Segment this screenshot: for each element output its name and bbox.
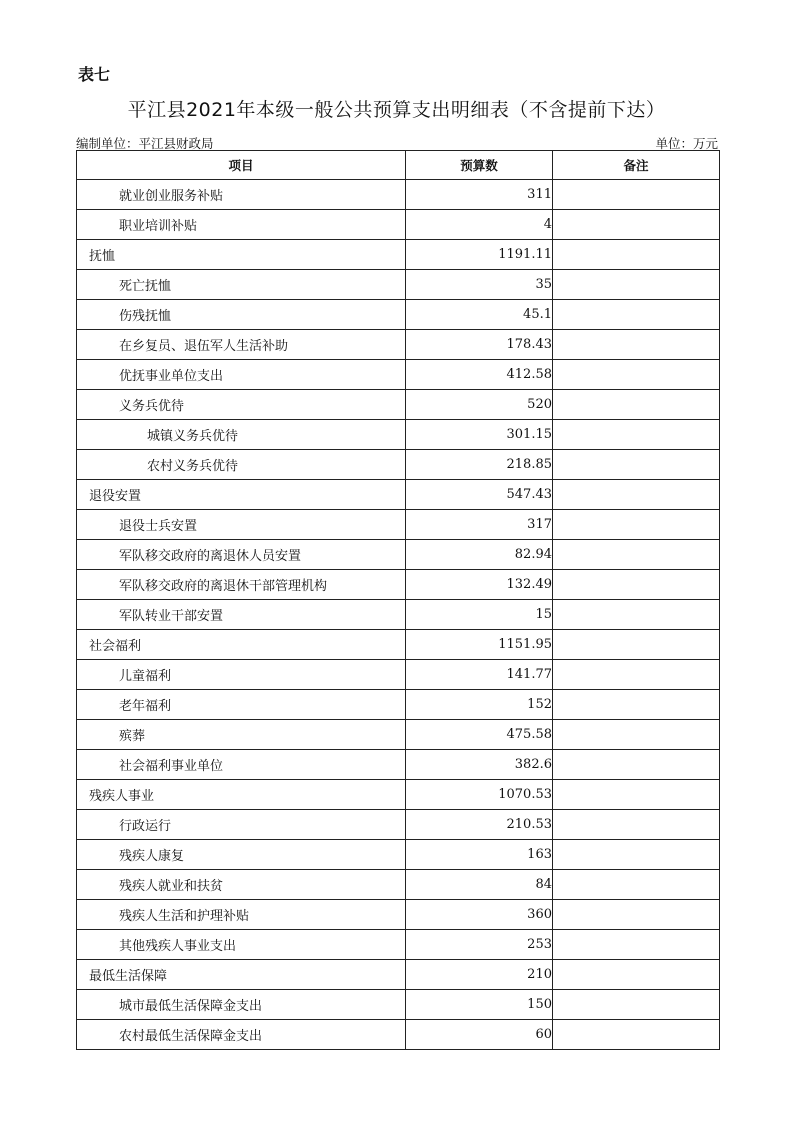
row-remark (553, 840, 720, 870)
row-remark (553, 780, 720, 810)
row-budget-amount: 1191.11 (406, 240, 553, 270)
row-item-name: 死亡抚恤 (77, 270, 406, 300)
header-remark: 备注 (553, 151, 720, 180)
row-budget-amount: 360 (406, 900, 553, 930)
row-item-name: 社会福利 (77, 630, 406, 660)
table-row (77, 810, 720, 840)
row-item-name: 残疾人康复 (77, 840, 406, 870)
table-row (77, 690, 720, 720)
unit-of-measure: 单位：万元 (655, 136, 718, 151)
compiling-unit: 编制单位：平江县财政局 (76, 136, 214, 151)
table-row (77, 990, 720, 1020)
row-remark (553, 330, 720, 360)
row-remark (553, 180, 720, 210)
row-item-name: 职业培训补贴 (77, 210, 406, 240)
row-budget-amount: 163 (406, 840, 553, 870)
row-budget-amount: 218.85 (406, 450, 553, 480)
row-budget-amount: 178.43 (406, 330, 553, 360)
row-remark (553, 630, 720, 660)
row-item-name: 最低生活保障 (77, 960, 406, 990)
row-budget-amount: 35 (406, 270, 553, 300)
table-number: 表七 (78, 65, 111, 84)
table-row (77, 1020, 720, 1050)
row-remark (553, 450, 720, 480)
table-row (77, 750, 720, 780)
row-remark (553, 930, 720, 960)
row-item-name: 残疾人事业 (77, 780, 406, 810)
row-budget-amount: 311 (406, 180, 553, 210)
row-item-name: 儿童福利 (77, 660, 406, 690)
row-item-name: 城镇义务兵优待 (77, 420, 406, 450)
row-item-name: 老年福利 (77, 690, 406, 720)
row-remark (553, 540, 720, 570)
table-row (77, 570, 720, 600)
row-remark (553, 900, 720, 930)
row-budget-amount: 15 (406, 600, 553, 630)
row-item-name: 社会福利事业单位 (77, 750, 406, 780)
row-budget-amount: 301.15 (406, 420, 553, 450)
document-title: 平江县2021年本级一般公共预算支出明细表（不含提前下达） (127, 99, 666, 121)
row-budget-amount: 253 (406, 930, 553, 960)
row-item-name: 在乡复员、退伍军人生活补助 (77, 330, 406, 360)
table-row (77, 210, 720, 240)
row-remark (553, 420, 720, 450)
row-budget-amount: 45.1 (406, 300, 553, 330)
row-budget-amount: 1070.53 (406, 780, 553, 810)
row-budget-amount: 4 (406, 210, 553, 240)
row-budget-amount: 132.49 (406, 570, 553, 600)
row-remark (553, 480, 720, 510)
row-remark (553, 720, 720, 750)
row-budget-amount: 60 (406, 1020, 553, 1050)
row-budget-amount: 520 (406, 390, 553, 420)
row-item-name: 军队移交政府的离退休干部管理机构 (77, 570, 406, 600)
row-item-name: 城市最低生活保障金支出 (77, 990, 406, 1020)
row-item-name: 农村义务兵优待 (77, 450, 406, 480)
row-budget-amount: 141.77 (406, 660, 553, 690)
table-row (77, 270, 720, 300)
table-row (77, 330, 720, 360)
row-remark (553, 570, 720, 600)
table-row (77, 420, 720, 450)
header-item: 项目 (77, 151, 406, 180)
row-item-name: 农村最低生活保障金支出 (77, 1020, 406, 1050)
header-amount: 预算数 (406, 151, 553, 180)
row-budget-amount: 210.53 (406, 810, 553, 840)
row-budget-amount: 1151.95 (406, 630, 553, 660)
table-row (77, 870, 720, 900)
row-item-name: 退役安置 (77, 480, 406, 510)
row-remark (553, 1020, 720, 1050)
row-item-name: 义务兵优待 (77, 390, 406, 420)
meta-row (76, 134, 718, 150)
table-row (77, 240, 720, 270)
table-row (77, 450, 720, 480)
row-remark (553, 360, 720, 390)
row-item-name: 残疾人生活和护理补贴 (77, 900, 406, 930)
row-remark (553, 990, 720, 1020)
table-row (77, 180, 720, 210)
row-item-name: 军队转业干部安置 (77, 600, 406, 630)
row-remark (553, 660, 720, 690)
row-remark (553, 750, 720, 780)
row-budget-amount: 382.6 (406, 750, 553, 780)
row-budget-amount: 84 (406, 870, 553, 900)
row-budget-amount: 317 (406, 510, 553, 540)
budget-table (76, 150, 720, 1050)
table-row (77, 480, 720, 510)
row-remark (553, 270, 720, 300)
table-row (77, 720, 720, 750)
table-row (77, 780, 720, 810)
table-header-row (77, 151, 720, 180)
row-item-name: 其他残疾人事业支出 (77, 930, 406, 960)
table-body (77, 180, 720, 1050)
row-item-name: 退役士兵安置 (77, 510, 406, 540)
row-remark (553, 300, 720, 330)
table-row (77, 600, 720, 630)
table-row (77, 660, 720, 690)
row-remark (553, 510, 720, 540)
table-row (77, 840, 720, 870)
table-row (77, 930, 720, 960)
row-remark (553, 390, 720, 420)
table-row (77, 960, 720, 990)
row-remark (553, 870, 720, 900)
row-budget-amount: 210 (406, 960, 553, 990)
table-row (77, 540, 720, 570)
row-remark (553, 240, 720, 270)
row-budget-amount: 547.43 (406, 480, 553, 510)
row-remark (553, 210, 720, 240)
row-remark (553, 600, 720, 630)
table-row (77, 510, 720, 540)
row-item-name: 军队移交政府的离退休人员安置 (77, 540, 406, 570)
row-budget-amount: 412.58 (406, 360, 553, 390)
table-row (77, 390, 720, 420)
row-budget-amount: 475.58 (406, 720, 553, 750)
row-item-name: 就业创业服务补贴 (77, 180, 406, 210)
row-item-name: 残疾人就业和扶贫 (77, 870, 406, 900)
row-budget-amount: 152 (406, 690, 553, 720)
table-row (77, 300, 720, 330)
table-row (77, 360, 720, 390)
row-item-name: 伤残抚恤 (77, 300, 406, 330)
table-row (77, 630, 720, 660)
row-remark (553, 690, 720, 720)
row-budget-amount: 150 (406, 990, 553, 1020)
row-item-name: 殡葬 (77, 720, 406, 750)
table-row (77, 900, 720, 930)
row-remark (553, 810, 720, 840)
row-remark (553, 960, 720, 990)
row-item-name: 优抚事业单位支出 (77, 360, 406, 390)
row-budget-amount: 82.94 (406, 540, 553, 570)
row-item-name: 抚恤 (77, 240, 406, 270)
row-item-name: 行政运行 (77, 810, 406, 840)
